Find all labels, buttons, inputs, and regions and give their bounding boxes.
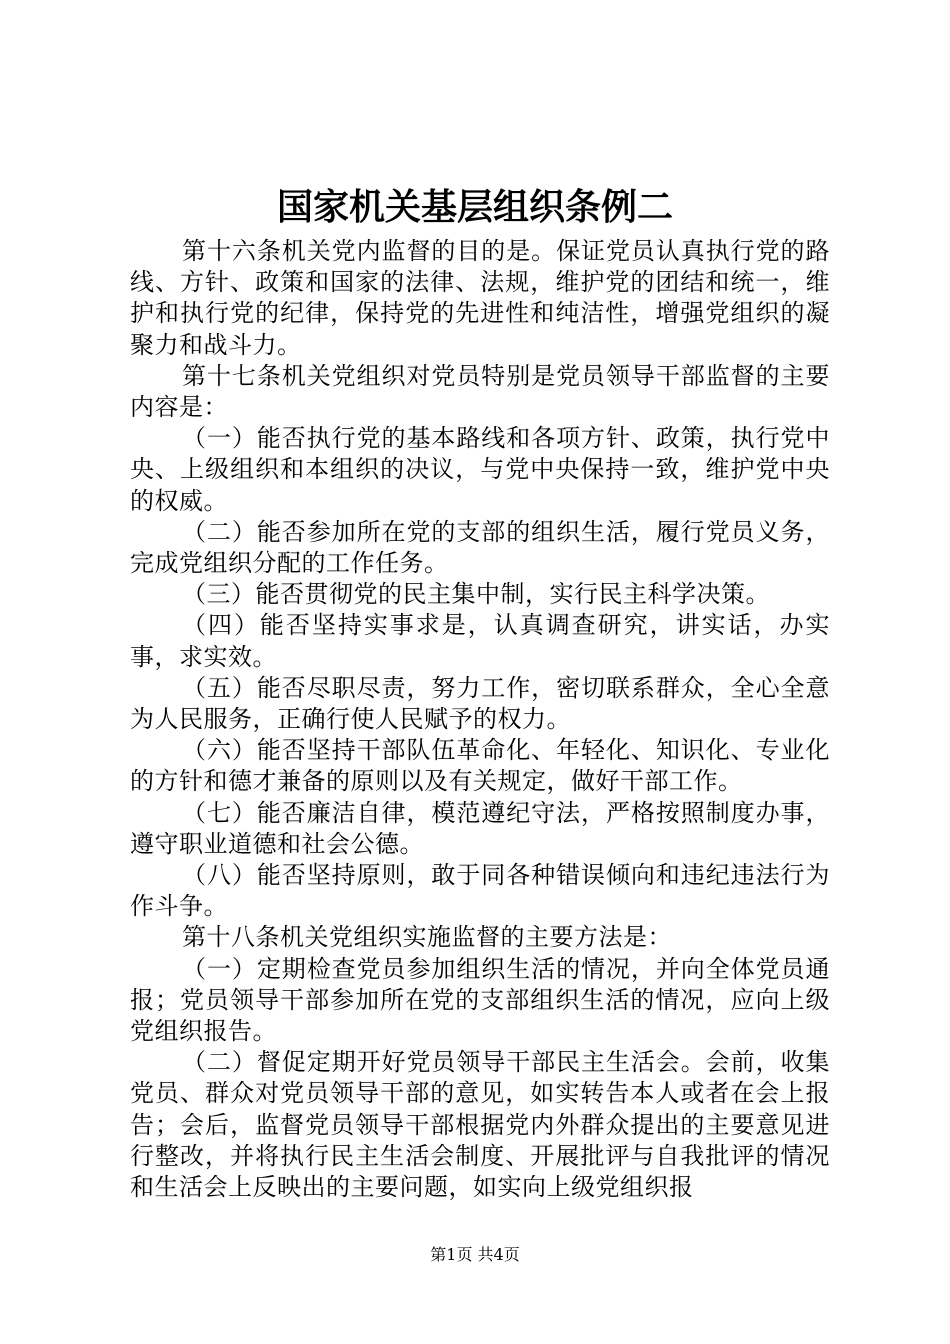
document-title: 国家机关基层组织条例二	[276, 187, 673, 228]
paragraph: （四）能否坚持实事求是，认真调查研究，讲实话，办实事，求实效。	[130, 611, 830, 671]
paragraph: （七）能否廉洁自律，模范遵纪守法，严格按照制度办事，遵守职业道德和社会公德。	[130, 798, 830, 858]
paragraph: （六）能否坚持干部队伍革命化、年轻化、知识化、专业化的方针和德才兼备的原则以及有关规定，做好干部工作。	[130, 736, 830, 796]
paragraph: （八）能否坚持原则，敢于同各种错误倾向和违纪违法行为作斗争。	[130, 861, 830, 921]
paragraph: 第十六条机关党内监督的目的是。保证党员认真执行党的路线、方针、政策和国家的法律、法规，维护党的团结和统一，维护和执行党的纪律，保持党的先进性和纯洁性，增强党组织的凝聚力和战斗力。	[130, 237, 830, 359]
paragraph: （一）能否执行党的基本路线和各项方针、政策，执行党中央、上级组织和本组织的决议，与党中央保持一致，维护党中央的权威。	[130, 424, 830, 515]
page-footer: 第1页 共4页	[430, 1245, 520, 1264]
paragraph: （三）能否贯彻党的民主集中制，实行民主科学决策。	[182, 580, 770, 609]
paragraph: （二）能否参加所在党的支部的组织生活，履行党员义务，完成党组织分配的工作任务。	[130, 517, 830, 578]
paragraph: （二）督促定期开好党员领导干部民主生活会。会前，收集党员、群众对党员领导干部的意见，如实转告本人或者在会上报告；会后，监督党员领导干部根据党内外群众提出的主要意见进行整改，并将执行民主生活会制度、开展批评与自我批评的情况和生活会上反映出的主要问题，如实向上级党组织报	[130, 1048, 830, 1202]
paragraph: （一）定期检查党员参加组织生活的情况，并向全体党员通报；党员领导干部参加所在党的支部组织生活的情况，应向上级党组织报告。	[130, 954, 830, 1046]
paragraph: 第十七条机关党组织对党员特别是党员领导干部监督的主要内容是：	[130, 361, 830, 422]
paragraph: （五）能否尽职尽责，努力工作，密切联系群众，全心全意为人民服务，正确行使人民赋予的权力。	[130, 673, 830, 734]
paragraph: 第十八条机关党组织实施监督的主要方法是：	[182, 923, 672, 952]
document-body	[130, 236, 830, 1203]
